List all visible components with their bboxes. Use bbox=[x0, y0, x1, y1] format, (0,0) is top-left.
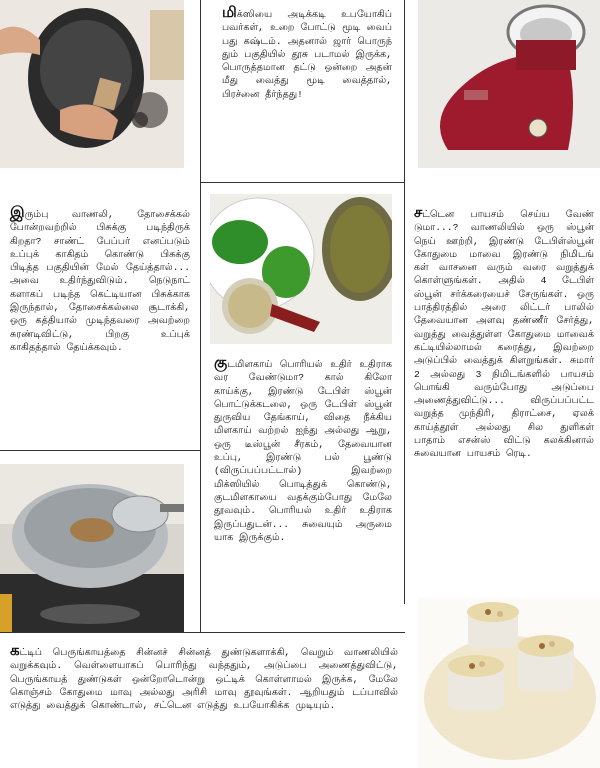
drop-cap: ச bbox=[414, 203, 423, 221]
asafoetida-pan-photo bbox=[0, 464, 184, 632]
mixer-photo bbox=[418, 0, 600, 168]
drop-cap: மி bbox=[222, 3, 237, 21]
divider-bottom-horizontal bbox=[0, 632, 405, 633]
divider-top-horizontal bbox=[200, 182, 405, 183]
tip-text: ட்டிப் பெருங்காயத்தை சின்னச் சின்னத் துண்டுகளாக்கி, வெறும் வாணலியில் வறுக்கவும். வெள்ளையாகப் பொரிந்து வந்ததும், அடுப்பை அணைத்துவிட்டு, பெருங்காயத் துண்டுகள் ஒன்றோடொன்று ஒட்டிக் கொள்ளாமல் இருக்க, மேலே கொஞ்சம் கோதுமை மாவு அல்லது அரிசி மாவு தூவுங்கள். ஆறியதும் டப்பாவில் எடுத்து வைத்துக் கொண்டால், சட்டென எடுத்து உபயோகிக்க முடியும். bbox=[10, 647, 398, 712]
drop-cap: கு bbox=[214, 353, 228, 371]
capsicum-photo bbox=[210, 194, 392, 344]
tip-text: ரும்பு வாணலி, தோசைக்கல் போன்றவற்றில் பிசுக்கு படிந்திருக் கிறதா? சாண்ட் பேப்பர் எனப்படும் உப்புக் காகிதம் கொண்டு பிசுக்கு பிடித்த பகுதியின் மேல் தேய்த்தால்... அவை உதிர்ந்துவிடும். நெடுநாட் களாகப் படிந்த கெட்டியான பிசுக்காக இருந்தால், தோசைக்கல்லை சூடாக்கி, ஒரு கத்தியால் முடிந்தவரை அவற்றை சுரண்டிவிட்டு, பிறகு உப்புக் காகிதத்தால் தேய்க்கவும். bbox=[10, 209, 190, 353]
drop-cap: க bbox=[10, 641, 20, 659]
tip-text: டமிளகாய் பொரியல் உதிர் உதிராக வர வேண்டுமா? கால் கிலோ காய்க்கு, இரண்டு டேபிள் ஸ்பூன் பொட்டுக்கடலை, ஒரு டேபிள் ஸ்பூன் துருவிய தேங்காய், விதை நீக்கிய மிளகாய் வற்றல் ஐந்து அல்லது ஆறு, ஒரு டீஸ்பூன் சீரகம், தேவையான உப்பு, இரண்டு பல் பூண்டு (விருப்பப்பட்டால்) இவற்றை மிக்ஸியில் பொடித்துக் கொண்டு, குடமிளகாயை வதக்கும்போது மேலே தூவவும். பொரியல் உதிர் உதிராக இருப்பதுடன்... சுவையும் அருமை யாக இருக்கும். bbox=[214, 359, 392, 543]
tip-text: ட்டென பாயசம் செய்ய வேண் டுமா...? வாணலியில் ஒரு ஸ்பூன் நெய் ஊற்றி, இரண்டு டேபிள்ஸ்பூன் கோதுமை மாவை இரண்டு நிமிடங் கள் வாசனை வரும் வரை வறுத்துக் கொள்ளுங்கள். அதில் 4 டேபிள் ஸ்பூன் சர்க்கரையைச் சேருங்கள். ஒரு பாத்திரத்தில் அரை லிட்டர் பாலில் தேவையான அளவு தண்ணீர் சேர்த்து, வறுத்து வைத்துள்ள கோதுமை மாவைக் கட்டியில்லாமல் கரைத்து, இவற்றை அடுப்பில் வைத்துக் கிளறுங்கள். சுமார் 2 அல்லது 3 நிமிடங்களில் பாயசம் பொங்கி வரும்போது அடுப்பை அணைத்துவிட்டு... விருப்பப்பட்ட வறுத்த முந்திரி, திராட்சை, ஏலக் காய்த்தூள் அல்லது சில துளிகள் பாதாம் எசன்ஸ் விட்டு கலக்கினால் சுவையான பாயசம் ரெடி. bbox=[414, 209, 594, 460]
tip-iron-pan bbox=[10, 203, 190, 354]
payasam-cups-photo bbox=[418, 598, 600, 768]
tip-asafoetida bbox=[10, 641, 398, 712]
iron-pan-photo bbox=[0, 0, 184, 168]
tip-capsicum bbox=[214, 353, 392, 544]
drop-cap: இ bbox=[10, 203, 25, 221]
tip-mixie bbox=[222, 3, 392, 101]
divider-right-vertical bbox=[404, 0, 405, 604]
divider-left-vertical bbox=[200, 0, 201, 632]
tip-payasam bbox=[414, 203, 594, 461]
tip-text: க்ஸியை அடிக்கடி உபயோகிப் பவர்கள், உறை போட்டு மூடி வைப் பது கஷ்டம். அதனால் ஜார் பொருந் தும் பகுதியில் தூசு படாமல் இருக்க, பொருத்தமான தட்டு ஒன்றை அதன் மீது வைத்து மூடி வைத்தால், பிரச்னை தீர்ந்தது! bbox=[222, 9, 392, 100]
divider-left-horizontal bbox=[0, 450, 200, 451]
